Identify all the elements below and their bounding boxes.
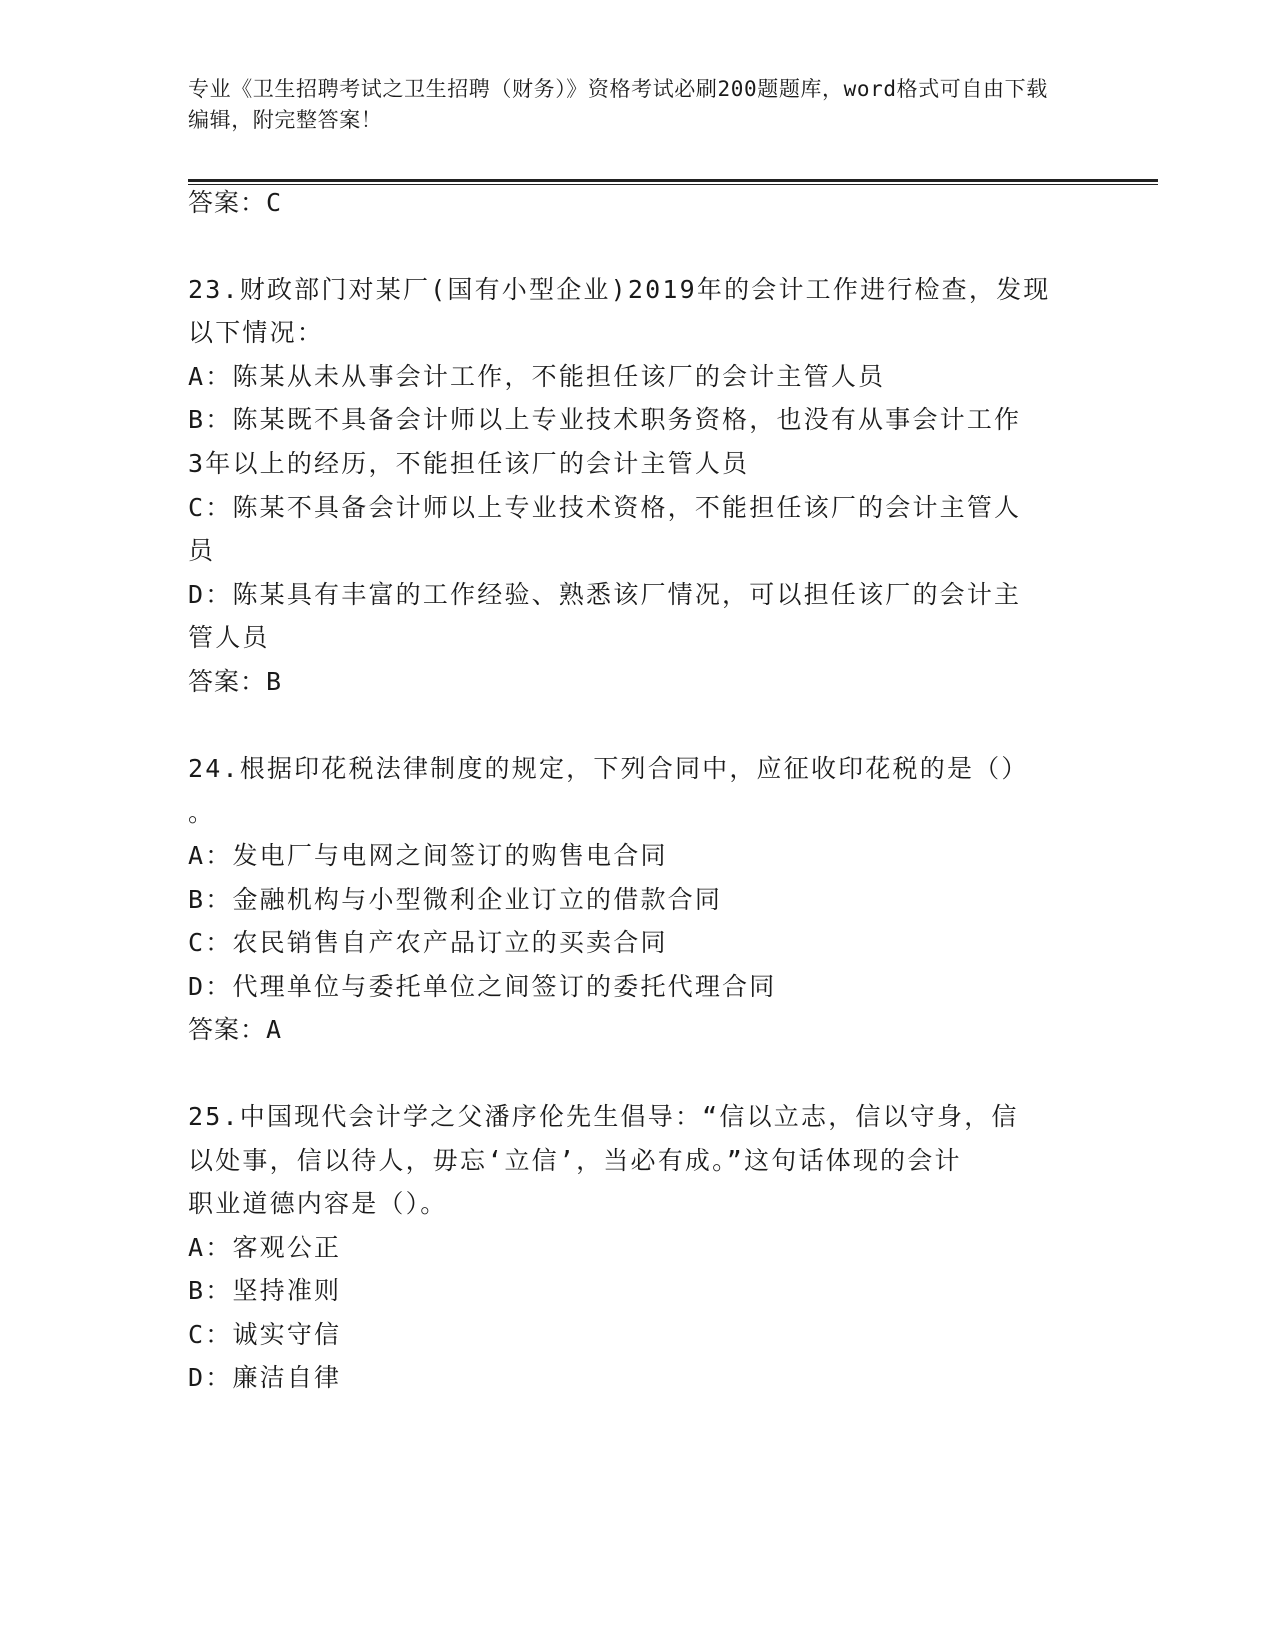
- answer-label: 答案：: [188, 667, 267, 696]
- q23-option-d-line-1: D：陈某具有丰富的工作经验、熟悉该厂情况，可以担任该厂的会计主: [188, 580, 1022, 609]
- page-header: 专业《卫生招聘考试之卫生招聘（财务）》资格考试必刷200题题库，word格式可自由下载编辑，附完整答案！: [188, 77, 1048, 132]
- q24-option-a: A：发电厂与电网之间签订的购售电合同: [188, 841, 668, 870]
- header-divider-thin: [188, 184, 1158, 185]
- q24-option-c: C：农民销售自产农产品订立的买卖合同: [188, 928, 668, 957]
- q23-option-a: A：陈某从未从事会计工作，不能担任该厂的会计主管人员: [188, 362, 886, 391]
- previous-answer: [188, 188, 282, 218]
- q25-option-c: C：诚实守信: [188, 1320, 342, 1349]
- q23-option-b-line-1: B：陈某既不具备会计师以上专业技术职务资格，也没有从事会计工作: [188, 405, 1022, 434]
- q25-stem-line-2: 以处事，信以待人，毋忘‘立信’，当必有成。”这句话体现的会计: [188, 1146, 962, 1175]
- q24-option-d: D：代理单位与委托单位之间签订的委托代理合同: [188, 972, 777, 1001]
- q23-option-d-line-2: 管人员: [188, 623, 270, 652]
- q24-stem-line-2: 。: [188, 798, 216, 827]
- answer-value: C: [266, 188, 283, 217]
- answer-label: 答案：: [188, 188, 267, 217]
- q24-answer: [188, 1015, 282, 1045]
- q25-option-b: B：坚持准则: [188, 1276, 342, 1305]
- q23-answer: [188, 667, 282, 697]
- q25-stem-line-1: 25.中国现代会计学之父潘序伦先生倡导：“信以立志，信以守身，信: [188, 1102, 1019, 1131]
- q23-option-c-line-2: 员: [188, 536, 216, 565]
- q23-option-b-line-2: 3年以上的经历，不能担任该厂的会计主管人员: [188, 449, 750, 478]
- q25-option-d: D：廉洁自律: [188, 1363, 342, 1392]
- header-divider-thick: [188, 179, 1158, 182]
- q23-option-c-line-1: C：陈某不具备会计师以上专业技术资格，不能担任该厂的会计主管人: [188, 493, 1022, 522]
- q23-stem-line-1: 23.财政部门对某厂(国有小型企业)2019年的会计工作进行检查，发现: [188, 275, 1051, 304]
- answer-value: A: [266, 1015, 283, 1044]
- q24-option-b: B：金融机构与小型微利企业订立的借款合同: [188, 885, 723, 914]
- answer-label: 答案：: [188, 1015, 267, 1044]
- q24-stem-line-1: 24.根据印花税法律制度的规定，下列合同中，应征收印花税的是（）: [188, 754, 1029, 783]
- q25-stem-line-3: 职业道德内容是（）。: [188, 1189, 448, 1218]
- q23-stem-line-2: 以下情况：: [188, 318, 325, 347]
- answer-value: B: [266, 667, 283, 696]
- q25-option-a: A：客观公正: [188, 1233, 342, 1262]
